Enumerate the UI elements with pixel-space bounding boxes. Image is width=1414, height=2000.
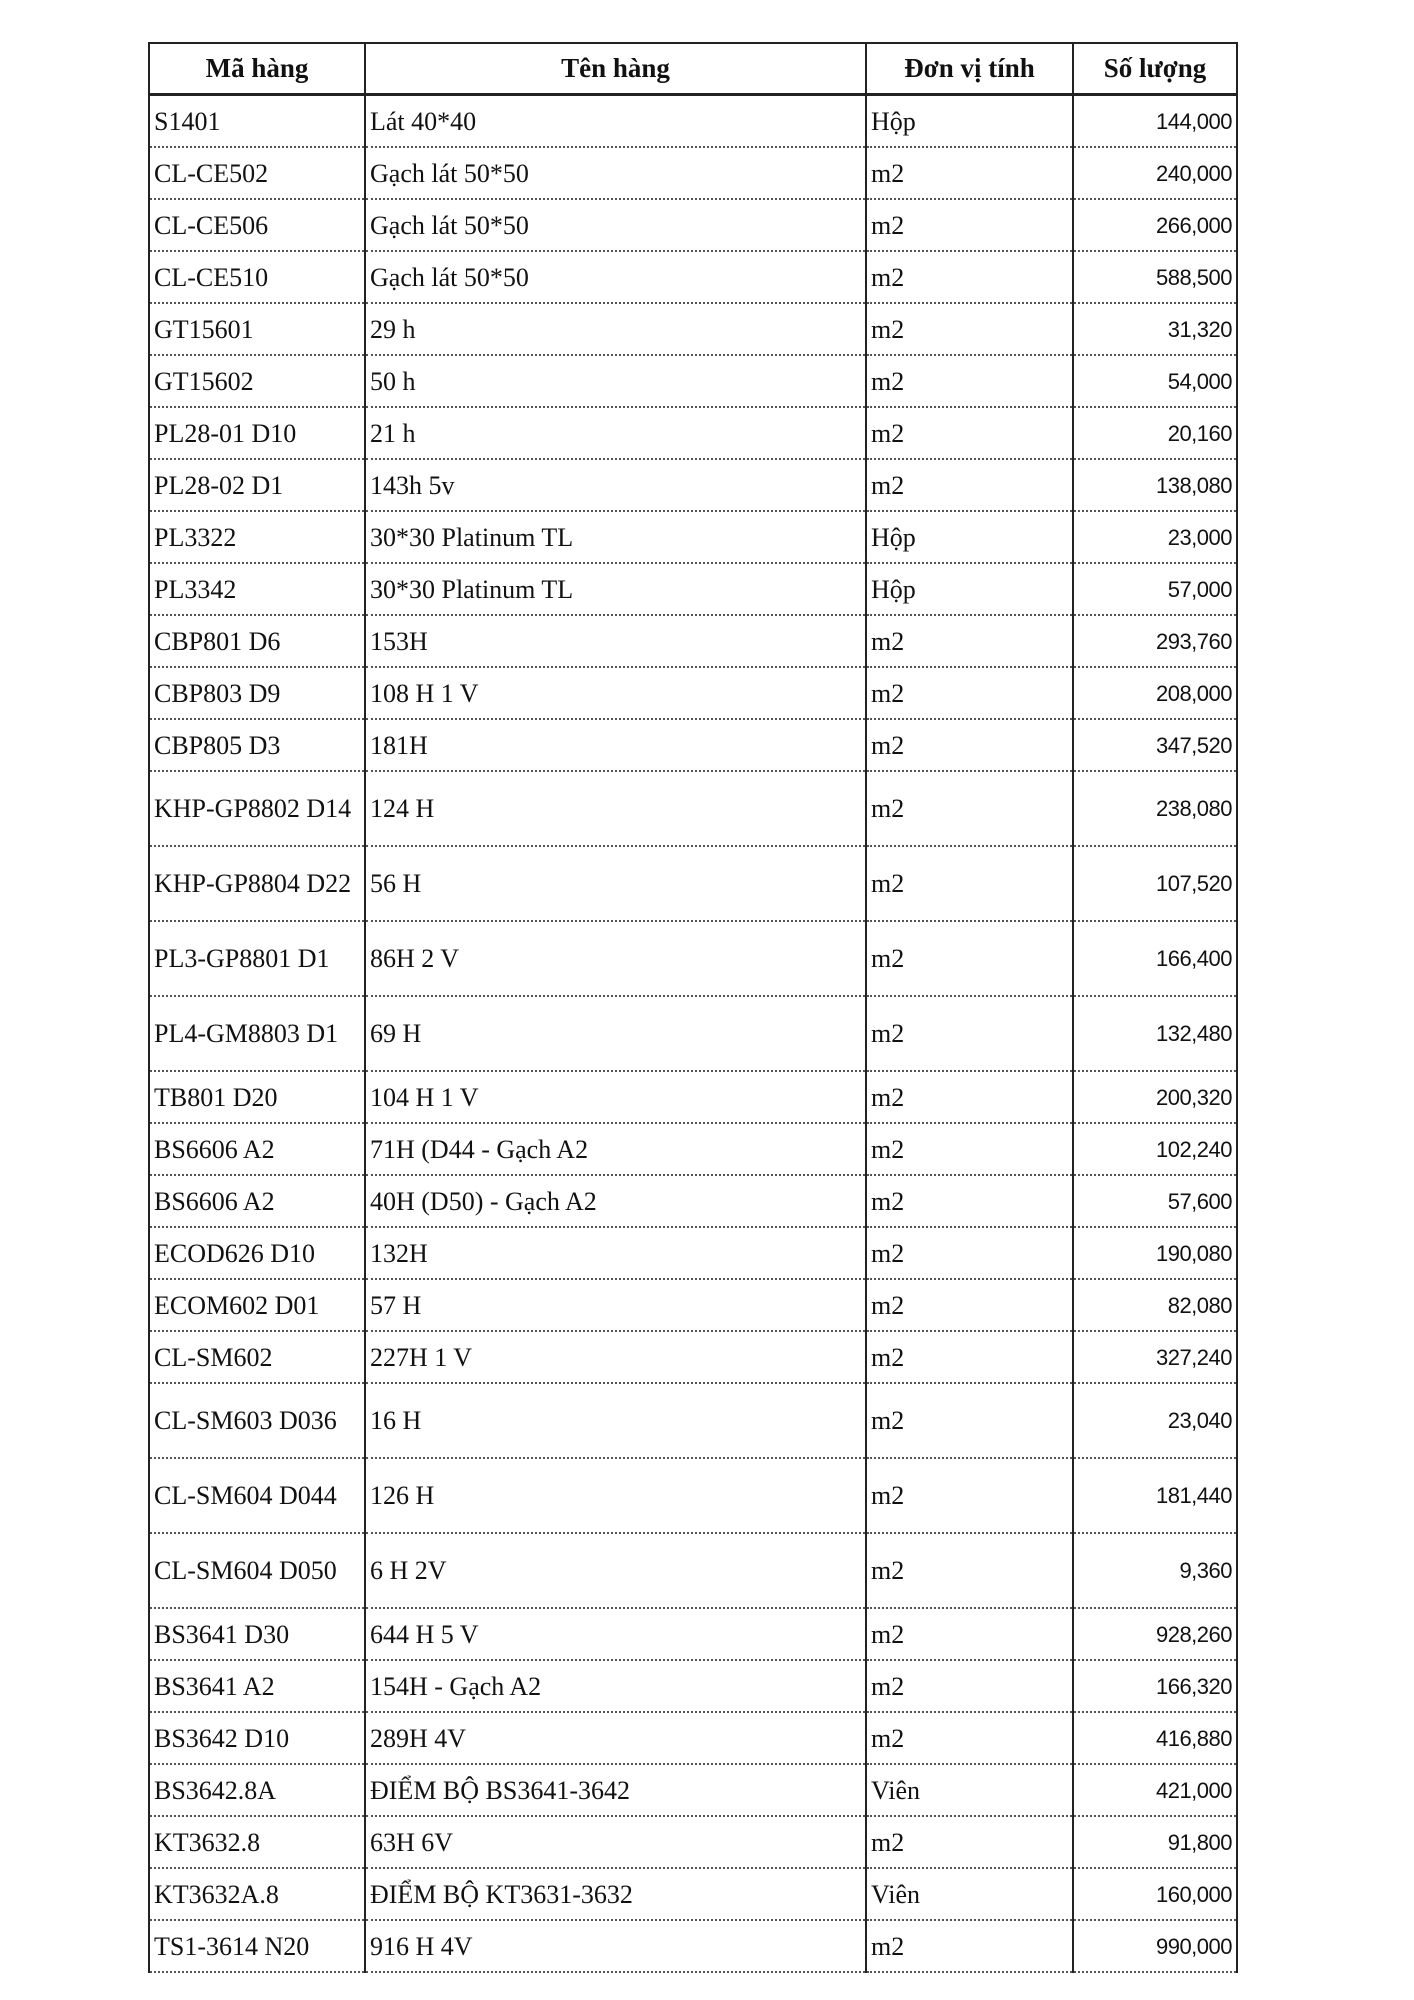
cell-code: TS1-3614 N20 [149,1920,365,1972]
cell-name: 69 H [365,996,866,1071]
cell-quantity: 138,080 [1073,459,1237,511]
cell-unit: m2 [866,996,1073,1071]
cell-unit: m2 [866,1071,1073,1123]
table-row [149,1920,1237,1972]
table-row [149,459,1237,511]
table-row [149,1660,1237,1712]
cell-name: 30*30 Platinum TL [365,511,866,563]
cell-unit: Hộp [866,95,1073,148]
cell-name: 86H 2 V [365,921,866,996]
cell-quantity: 266,000 [1073,199,1237,251]
table-row [149,615,1237,667]
cell-unit: m2 [866,1123,1073,1175]
table-row [149,407,1237,459]
cell-name: 644 H 5 V [365,1608,866,1660]
table-row [149,1331,1237,1383]
table-row [149,1227,1237,1279]
cell-code: KHP-GP8802 D14 [149,771,365,846]
cell-quantity: 200,320 [1073,1071,1237,1123]
cell-unit: m2 [866,1458,1073,1533]
cell-unit: m2 [866,615,1073,667]
cell-quantity: 240,000 [1073,147,1237,199]
header-unit: Đơn vị tính [866,43,1073,95]
header-code: Mã hàng [149,43,365,95]
cell-name: 153H [365,615,866,667]
table-row [149,1816,1237,1868]
cell-code: GT15601 [149,303,365,355]
cell-name: 289H 4V [365,1712,866,1764]
cell-code: ECOM602 D01 [149,1279,365,1331]
cell-name: 124 H [365,771,866,846]
table-row [149,1608,1237,1660]
cell-name: 143h 5v [365,459,866,511]
cell-name: ĐIỂM BỘ BS3641-3642 [365,1764,866,1816]
cell-quantity: 31,320 [1073,303,1237,355]
cell-name: 57 H [365,1279,866,1331]
cell-name: Lát 40*40 [365,95,866,148]
cell-code: PL3322 [149,511,365,563]
cell-code: KT3632A.8 [149,1868,365,1920]
cell-unit: m2 [866,667,1073,719]
table-row [149,996,1237,1071]
cell-code: KHP-GP8804 D22 [149,846,365,921]
table-row [149,1123,1237,1175]
cell-quantity: 23,000 [1073,511,1237,563]
cell-unit: m2 [866,303,1073,355]
cell-unit: Viên [866,1764,1073,1816]
cell-code: CL-SM602 [149,1331,365,1383]
table-row [149,147,1237,199]
cell-code: PL4-GM8803 D1 [149,996,365,1071]
cell-unit: m2 [866,1660,1073,1712]
table-row [149,1071,1237,1123]
cell-quantity: 82,080 [1073,1279,1237,1331]
cell-name: 6 H 2V [365,1533,866,1608]
cell-code: CL-CE506 [149,199,365,251]
cell-unit: Viên [866,1868,1073,1920]
cell-name: Gạch lát 50*50 [365,147,866,199]
cell-unit: m2 [866,1920,1073,1972]
cell-name: 108 H 1 V [365,667,866,719]
cell-name: Gạch lát 50*50 [365,199,866,251]
cell-quantity: 181,440 [1073,1458,1237,1533]
cell-unit: m2 [866,1227,1073,1279]
table-row [149,1868,1237,1920]
cell-unit: m2 [866,199,1073,251]
cell-name: 132H [365,1227,866,1279]
cell-unit: Hộp [866,563,1073,615]
cell-quantity: 57,600 [1073,1175,1237,1227]
cell-code: BS3642.8A [149,1764,365,1816]
cell-code: CL-CE502 [149,147,365,199]
table-row [149,95,1237,148]
cell-code: BS3641 D30 [149,1608,365,1660]
table-row [149,1175,1237,1227]
cell-code: PL28-02 D1 [149,459,365,511]
cell-unit: m2 [866,1383,1073,1458]
cell-unit: m2 [866,459,1073,511]
cell-quantity: 327,240 [1073,1331,1237,1383]
table-row [149,1533,1237,1608]
table-row [149,771,1237,846]
cell-code: BS6606 A2 [149,1175,365,1227]
cell-quantity: 57,000 [1073,563,1237,615]
cell-unit: m2 [866,1533,1073,1608]
table-row [149,1458,1237,1533]
cell-quantity: 132,480 [1073,996,1237,1071]
cell-quantity: 107,520 [1073,846,1237,921]
cell-quantity: 421,000 [1073,1764,1237,1816]
cell-unit: m2 [866,1175,1073,1227]
cell-name: 181H [365,719,866,771]
cell-quantity: 144,000 [1073,95,1237,148]
cell-code: S1401 [149,95,365,148]
cell-quantity: 23,040 [1073,1383,1237,1458]
cell-code: PL28-01 D10 [149,407,365,459]
cell-quantity: 9,360 [1073,1533,1237,1608]
cell-quantity: 160,000 [1073,1868,1237,1920]
cell-code: CL-SM603 D036 [149,1383,365,1458]
cell-code: CBP801 D6 [149,615,365,667]
header-quantity: Số lượng [1073,43,1237,95]
cell-unit: m2 [866,719,1073,771]
cell-quantity: 166,320 [1073,1660,1237,1712]
cell-quantity: 347,520 [1073,719,1237,771]
cell-name: 56 H [365,846,866,921]
cell-code: CBP803 D9 [149,667,365,719]
cell-quantity: 293,760 [1073,615,1237,667]
cell-quantity: 416,880 [1073,1712,1237,1764]
cell-unit: m2 [866,355,1073,407]
table-row [149,1764,1237,1816]
cell-code: TB801 D20 [149,1071,365,1123]
cell-quantity: 990,000 [1073,1920,1237,1972]
cell-unit: m2 [866,1712,1073,1764]
table-row [149,511,1237,563]
cell-quantity: 238,080 [1073,771,1237,846]
cell-quantity: 20,160 [1073,407,1237,459]
table-row [149,355,1237,407]
cell-quantity: 208,000 [1073,667,1237,719]
cell-name: 71H (D44 - Gạch A2 [365,1123,866,1175]
cell-unit: m2 [866,251,1073,303]
cell-quantity: 588,500 [1073,251,1237,303]
cell-quantity: 928,260 [1073,1608,1237,1660]
cell-unit: m2 [866,921,1073,996]
table-row [149,667,1237,719]
cell-quantity: 190,080 [1073,1227,1237,1279]
table-row [149,1383,1237,1458]
table-row [149,1712,1237,1764]
header-row [149,43,1237,95]
cell-code: PL3-GP8801 D1 [149,921,365,996]
cell-quantity: 54,000 [1073,355,1237,407]
cell-code: CL-SM604 D044 [149,1458,365,1533]
cell-name: 916 H 4V [365,1920,866,1972]
table-row [149,719,1237,771]
cell-name: 154H - Gạch A2 [365,1660,866,1712]
cell-name: 227H 1 V [365,1331,866,1383]
cell-quantity: 91,800 [1073,1816,1237,1868]
table-row [149,1279,1237,1331]
cell-quantity: 102,240 [1073,1123,1237,1175]
table-row [149,921,1237,996]
cell-name: 50 h [365,355,866,407]
cell-code: BS6606 A2 [149,1123,365,1175]
cell-unit: m2 [866,771,1073,846]
cell-code: CBP805 D3 [149,719,365,771]
inventory-table [148,42,1238,1973]
header-name: Tên hàng [365,43,866,95]
cell-name: 21 h [365,407,866,459]
cell-name: 16 H [365,1383,866,1458]
cell-code: BS3642 D10 [149,1712,365,1764]
table-row [149,251,1237,303]
cell-name: 30*30 Platinum TL [365,563,866,615]
cell-code: PL3342 [149,563,365,615]
cell-code: BS3641 A2 [149,1660,365,1712]
table-row [149,303,1237,355]
cell-unit: Hộp [866,511,1073,563]
cell-name: 126 H [365,1458,866,1533]
cell-code: KT3632.8 [149,1816,365,1868]
cell-name: 104 H 1 V [365,1071,866,1123]
table-row [149,563,1237,615]
cell-name: 63H 6V [365,1816,866,1868]
table-row [149,846,1237,921]
cell-name: 40H (D50) - Gạch A2 [365,1175,866,1227]
cell-unit: m2 [866,1279,1073,1331]
cell-name: Gạch lát 50*50 [365,251,866,303]
cell-unit: m2 [866,1816,1073,1868]
cell-unit: m2 [866,147,1073,199]
cell-code: CL-SM604 D050 [149,1533,365,1608]
cell-name: ĐIỂM BỘ KT3631-3632 [365,1868,866,1920]
cell-unit: m2 [866,846,1073,921]
cell-quantity: 166,400 [1073,921,1237,996]
cell-code: GT15602 [149,355,365,407]
cell-unit: m2 [866,1331,1073,1383]
table-row [149,199,1237,251]
cell-code: ECOD626 D10 [149,1227,365,1279]
cell-code: CL-CE510 [149,251,365,303]
cell-unit: m2 [866,1608,1073,1660]
cell-name: 29 h [365,303,866,355]
cell-unit: m2 [866,407,1073,459]
